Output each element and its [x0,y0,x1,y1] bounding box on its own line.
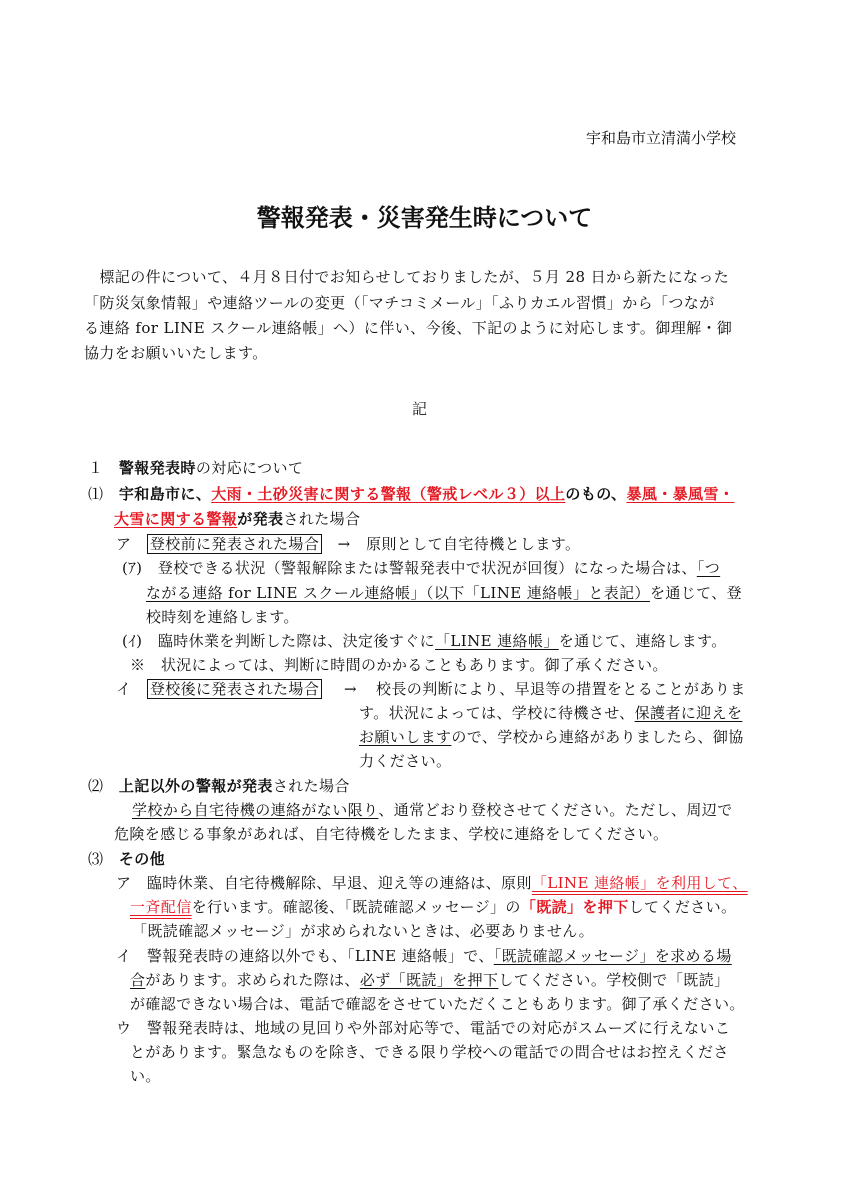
item1-i-text3 [359,726,744,748]
section1-heading [88,457,303,479]
intro-line: る連絡 for LINE スクール連絡帳」へ）に伴い、今後、下記のように対応します。御理解・御 [84,319,733,337]
item3-u-line2: とがあります。緊急なものを除き、できる限り学校への電話での問合せはお控えくださ [130,1043,729,1061]
item3-i-line1 [116,945,732,967]
text: 警報発表時は、地域の見回りや外部対応等で、電話での対応がスムーズに行えないこ [146,1019,731,1037]
list-mark: イ [116,680,132,698]
text: 臨時休業を判断した際は、決定後すぐに [157,632,436,650]
underlined-text: 学校から自宅待機の連絡がない限り [132,801,379,819]
item1-i-text1: 校長の判断により、早退等の措置をとることがありま [376,680,746,698]
warning-red-text: 「既読」を押下 [520,898,629,916]
warning-red-text: 大雨・土砂災害に関する警報（警戒レベル３）以上 [211,485,566,503]
text: 、通常どおり登校させてください。ただし、周辺で [378,801,733,819]
text: を通じて、連絡します。 [558,632,727,650]
list-mark: ア [116,874,132,892]
text: を通じて、登 [649,584,743,602]
school-name: 宇和島市立清満小学校 [586,129,737,147]
list-mark: イ [116,947,132,965]
item-number: ⑶ [88,850,104,868]
list-mark: (ｱ) [122,559,143,577]
underlined-text: 「既読確認メッセージ」を求める場 [493,947,732,965]
item2-line1 [132,799,733,821]
underlined-text: 保護者に迎えを [634,704,743,722]
text: 状況によっては、判断に時間のかかることもあります。御了承ください。 [160,656,668,674]
item3-a-line2 [130,896,736,918]
item1-sub1-line3: 校時刻を連絡します。 [146,608,299,626]
boxed-label: 登校前に発表された場合 [147,534,322,554]
section-number: １ [88,459,104,477]
text-bold: 宇和島市に、 [118,485,212,503]
underlined-text: お願いします [359,728,452,746]
item1-i-line1 [116,678,322,700]
text: ので、学校から連絡がありましたら、御協 [451,728,744,746]
note-mark: ※ [130,656,146,674]
text: → 原則として自宅待機とします。 [322,535,581,553]
item1-a [116,533,580,555]
item3-u-line1 [116,1017,730,1039]
item2-line2: 危険を感じる事象があれば、自宅待機をしたまま、学校に連絡をしてください。 [114,825,669,843]
underlined-text: 「つ [696,559,721,577]
text-bold: が発表 [237,510,284,528]
section-heading-bold: 警報発表時 [118,459,196,477]
intro-line: 標記の件について、４月８日付でお知らせしておりましたが、５月 28 日から新たになった [84,268,730,286]
item1-i-text2 [359,702,742,724]
text: 登校できる状況（警報解除または警報発表中で状況が回復）になった場合は、 [157,559,697,577]
item1-line1 [88,483,734,505]
item3-a-line3: 「既読確認メッセージ」が求められないときは、必要ありません。 [132,922,595,940]
text: があります。求められた際は、 [145,971,360,989]
item3-u-line3: い。 [130,1067,161,1085]
item-number: ⑵ [88,777,104,795]
list-mark: ア [116,535,132,553]
underlined-text: 「LINE 連絡帳」 [435,632,559,650]
item1-sub2 [122,630,727,652]
red-underlined-text: 「LINE 連絡帳」を利用して、 [531,874,748,892]
underlined-text: ながる連絡 for LINE スクール連絡帳」（以下「LINE 連絡帳」と表記） [146,584,650,602]
text: された場合 [283,510,361,528]
warning-red-text: 大雪に関する警報 [114,510,238,528]
item3-heading [88,848,165,870]
text: 警報発表時の連絡以外でも、「LINE 連絡帳」で、 [146,947,494,965]
text-bold: 上記以外の警報が発表 [118,777,273,795]
boxed-label: 登校後に発表された場合 [147,679,322,699]
text-bold: その他 [118,850,166,868]
item2-heading [88,775,350,797]
item3-i-line2 [130,969,729,991]
text: を行います。確認後、「既読確認メッセージ」の [191,898,521,916]
item1-note [130,654,668,676]
text: してください。 [628,898,737,916]
intro-line: 協力をお願いいたします。 [84,344,268,362]
page-title: 警報発表・災害発生時について [256,204,593,232]
item1-sub1-line2 [146,582,742,604]
text: してください。学校側で「既読」 [498,971,730,989]
warning-red-text: 暴風・暴風雪・ [626,485,735,503]
arrow: → [344,680,357,698]
section-heading-rest: の対応について [195,459,304,477]
underlined-text: 合 [130,971,146,989]
list-mark: (ｲ) [122,632,143,650]
ki-marker: 記 [412,400,428,418]
text: 臨時休業、自宅待機解除、早退、迎え等の連絡は、原則 [146,874,532,892]
item3-a-line1 [116,872,748,894]
text: された場合 [272,777,350,795]
underlined-text: 必ず「既読」を押下 [359,971,499,989]
item1-i-text4: 力ください。 [359,752,452,770]
text: す。状況によっては、学校に待機させ、 [359,704,635,722]
list-mark: ウ [116,1019,132,1037]
intro-line: 「防災気象情報」や連絡ツールの変更（「マチコミメール」「ふりカエル習慣」から「つなが [84,294,715,312]
text-bold: のもの、 [565,485,627,503]
item-number: ⑴ [88,485,104,503]
item1-line2 [114,508,360,530]
item1-sub1-line1 [122,557,720,579]
red-underlined-text: 一斉配信 [130,898,192,916]
item3-i-line3: が確認できない場合は、電話で確認をさせていただくこともあります。御了承ください。 [130,995,745,1013]
